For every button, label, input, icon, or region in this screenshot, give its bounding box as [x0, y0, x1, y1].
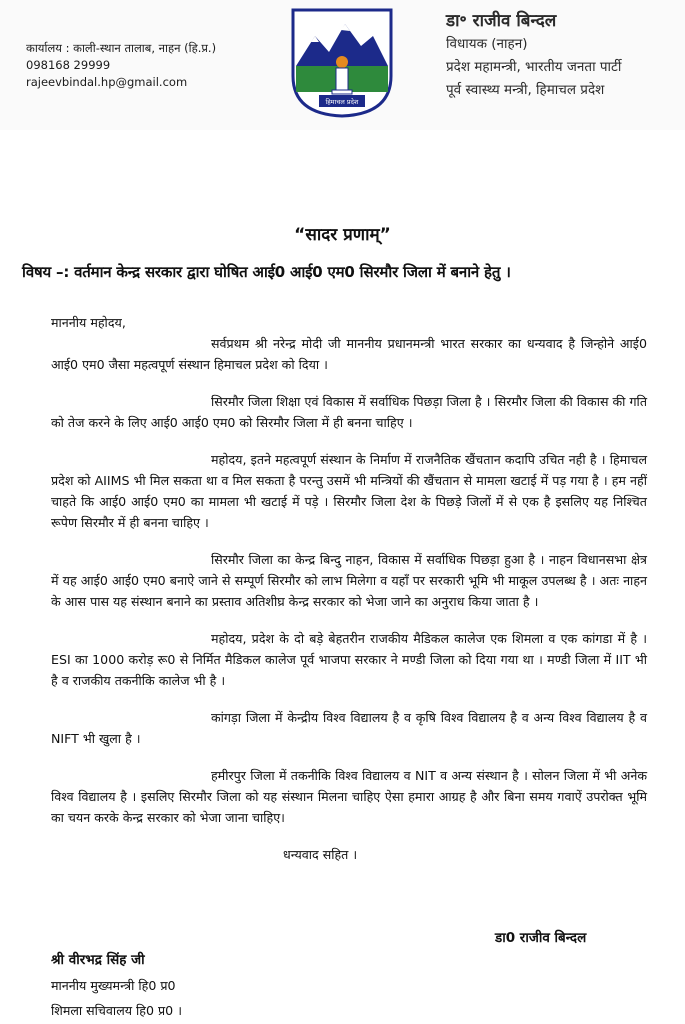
- paragraph: सिरमौर जिला का केन्द्र बिन्दु नाहन, विकास में सर्वाधिक पिछड़ा हुआ है । नाहन विधानसभा क्षेत्र में यह आई0 आई0 एम0 बनाऐ जाने से सम्पूर्ण सिरमौर को लाभ मिलेगा व यहाँ पर सरकारी भूमि भी माकूल उपलब्ध है । अतः नाहन के आस पास यह संस्थान बनाने का प्रस्ताव अतिशीघ्र केन्द्र सरकार को भेजा जाने का अनुराध किया जाता है ।: [51, 552, 647, 609]
- sender-name: डा॰ राजीव बिन्दल: [446, 11, 557, 31]
- recipient-line: शिमला सचिवालय हि0 प्र0 ।: [51, 1003, 182, 1018]
- paragraph: कांगड़ा जिला में केन्द्रीय विश्व विद्यालय है व कृषि विश्व विद्यालय है व अन्य विश्व विद्यालय है व NIFT भी खुला है ।: [51, 710, 647, 746]
- sender-block: [446, 10, 621, 102]
- paragraph: महोदय, प्रदेश के दो बड़े बेहतरीन राजकीय मैडिकल कालेज एक शिमला व एक कांगडा में है । ESI का 1000 करोड़ रू0 से निर्मित मैडिकल कालेज पूर्व भाजपा सरकार ने मण्डी जिला को दिया गया था । मण्डी जिला में IIT भी है व राजकीय तकनीकि कालेज भी है ।: [51, 631, 647, 688]
- paragraph: महोदय, इतने महत्वपूर्ण संस्थान के निर्माण में राजनैतिक खैंचतान कदापि उचित नही है । हिमाचल प्रदेश को AIIMS भी मिल सकता था व मिल सकता है परन्तु उसमें भी मन्त्रियों की खैंचतान से मामला खटाई में पड़ गया है । हम नहीं चाहते कि आई0 आई0 एम0 का मामला भी खटाई में पड़े । सिरमौर जिला देश के पिछड़े जिलों में से एक है इसलिए यह निश्चित रूपेण सिरमौर में ही बनना चाहिए ।: [51, 452, 647, 530]
- recipient-line: माननीय मुख्यमन्त्री हि0 प्र0: [51, 978, 176, 993]
- recipient-name: श्री वीरभद्र सिंह जी: [51, 952, 145, 968]
- letterhead: [0, 0, 685, 130]
- closing: धन्यवाद सहित ।: [283, 847, 358, 862]
- contact-block: [26, 40, 216, 91]
- email-address: rajeevbindal.hp@gmail.com: [26, 75, 188, 89]
- sender-title: प्रदेश महामन्त्री, भारतीय जनता पार्टी: [446, 59, 622, 75]
- sender-title: पूर्व स्वास्थ्य मन्त्री, हिमाचल प्रदेश: [446, 82, 605, 98]
- sender-title: विधायक (नाहन): [446, 36, 528, 52]
- paragraph: सिरमौर जिला शिक्षा एवं विकास में सर्वाधिक पिछड़ा जिला है । सिरमौर जिला की विकास की गति को तेज करने के लिए आई0 आई0 एम0 को सिरमौर जिला में ही बनना चाहिए ।: [51, 394, 647, 430]
- himachal-emblem-icon: [289, 6, 395, 118]
- salutation: माननीय महोदय,: [51, 315, 126, 330]
- subject-line: विषय –: वर्तमान केन्द्र सरकार द्वारा घोषित आई0 आई0 एम0 सिरमौर जिला में बनाने हेतु ।: [22, 263, 511, 281]
- paragraph: सर्वप्रथम श्री नरेन्द्र मोदी जी माननीय प्रधानमन्त्री भारत सरकार का धन्यवाद है जिन्होने आई0 आई0 एम0 जैसा महत्वपूर्ण संस्थान हिमाचल प्रदेश को दिया ।: [51, 336, 647, 372]
- emblem-label: हिमाचल प्रदेश: [325, 98, 359, 106]
- phone-number: 098168 29999: [26, 58, 111, 72]
- office-address: कार्यालय : काली-स्थान तालाब, नाहन (हि.प्र.): [26, 41, 217, 55]
- recipient-block: [51, 948, 182, 1023]
- letter-body: [51, 312, 647, 881]
- signature: डा0 राजीव बिन्दल: [495, 930, 587, 946]
- greeting: “सादर प्रणाम्”: [294, 225, 391, 245]
- paragraph: हमीरपुर जिला में तकनीकि विश्व विद्यालय व NIT व अन्य संस्थान है । सोलन जिला में भी अनेक विश्व विद्यालय है । इसलिए सिरमौर जिला को यह संस्थान मिलना चाहिए ऐसा हमारा आग्रह है और बिना समय गवाऐं उपरोक्त भूमि का चयन करके केन्द्र सरकार को भेजा जाना चाहिए।: [51, 768, 647, 825]
